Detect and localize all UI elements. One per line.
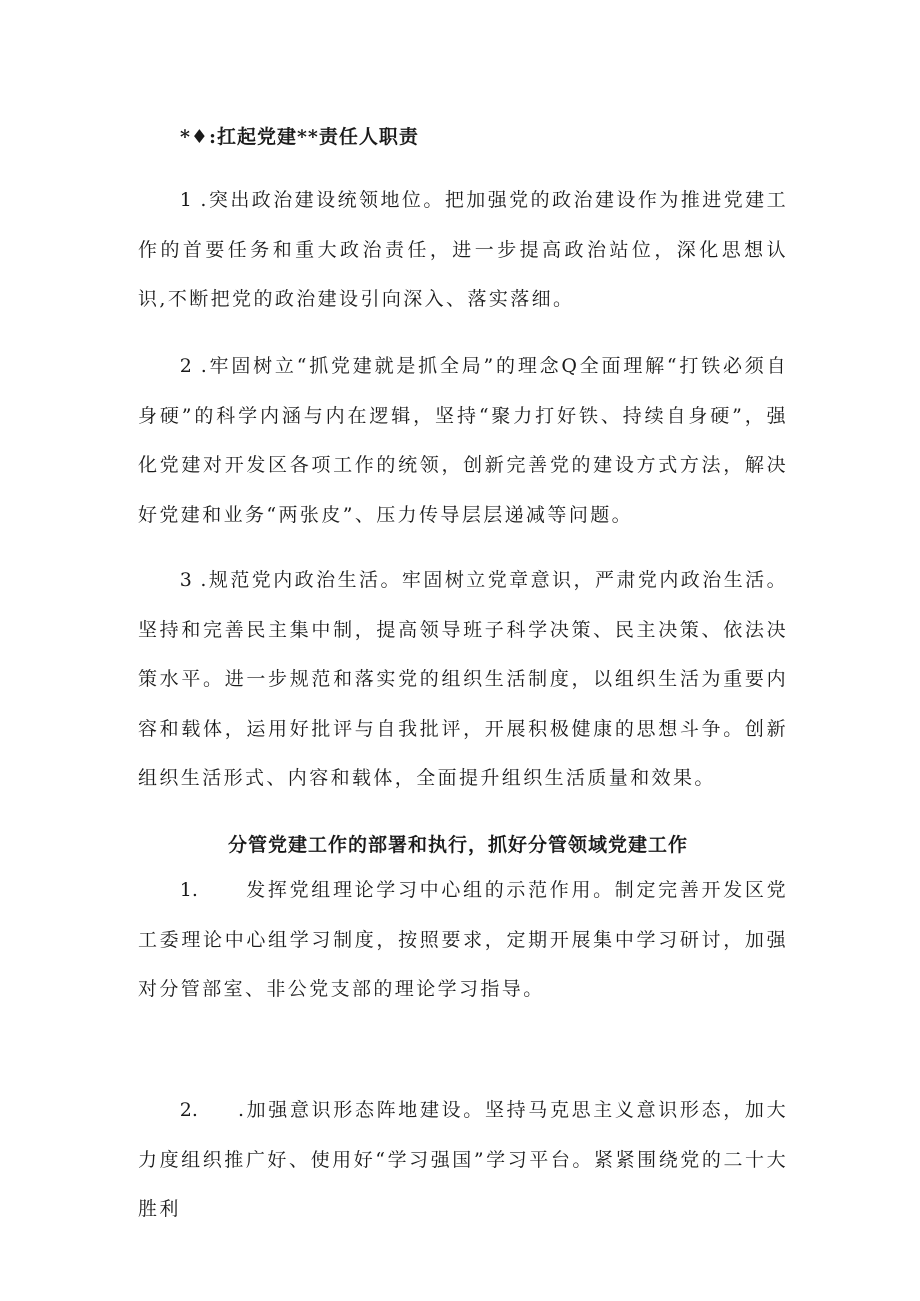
item-number: 2. (179, 1099, 198, 1121)
paragraph-subitem-1 (138, 866, 788, 1015)
paragraph-item-1 (138, 176, 788, 325)
paragraph-subitem-2 (138, 1086, 788, 1235)
item-number: 2 (179, 355, 192, 377)
item-number: 3 (179, 569, 192, 591)
item-text: .规范党内政治生活。牢固树立党章意识，严肃党内政治生活。坚持和完善民主集中制，提高领导班子科学决策、民主决策、依法决策水平。进一步规范和落实党的组织生活制度，以组织生活为重要内容和载体，运用好批评与自我批评，开展积极健康的思想斗争。创新组织生活形式、内容和载体，全面提升组织生活质量和效果。 (138, 569, 788, 789)
section-heading-responsibilities: *♦:扛起党建**责任人职责 (180, 126, 419, 148)
section-heading-deployment: 分管党建工作的部署和执行，抓好分管领域党建工作 (228, 834, 689, 856)
paragraph-item-3 (138, 556, 788, 804)
item-text: .牢固树立“抓党建就是抓全局”的理念Q全面理解“打铁必须自身硬”的科学内涵与内在逻辑，坚持“聚力打好铁、持续自身硬”，强化党建对开发区各项工作的统领，创新完善党的建设方式方法，解决好党建和业务“两张皮”、压力传导层层递减等问题。 (138, 355, 788, 526)
item-number: 1. (179, 879, 198, 901)
paragraph-item-2 (138, 342, 788, 540)
item-number: 1 (179, 189, 192, 211)
item-text: .突出政治建设统领地位。把加强党的政治建设作为推进党建工作的首要任务和重大政治责任，进一步提高政治站位，深化思想认识,不断把党的政治建设引向深入、落实落细。 (138, 189, 788, 310)
item-text: 发挥党组理论学习中心组的示范作用。制定完善开发区党工委理论中心组学习制度，按照要求，定期开展集中学习研讨，加强对分管部室、非公党支部的理论学习指导。 (138, 879, 788, 1000)
item-text: .加强意识形态阵地建设。坚持马克思主义意识形态，加大力度组织推广好、使用好“学习强国”学习平台。紧紧围绕党的二十大胜利 (138, 1099, 788, 1220)
